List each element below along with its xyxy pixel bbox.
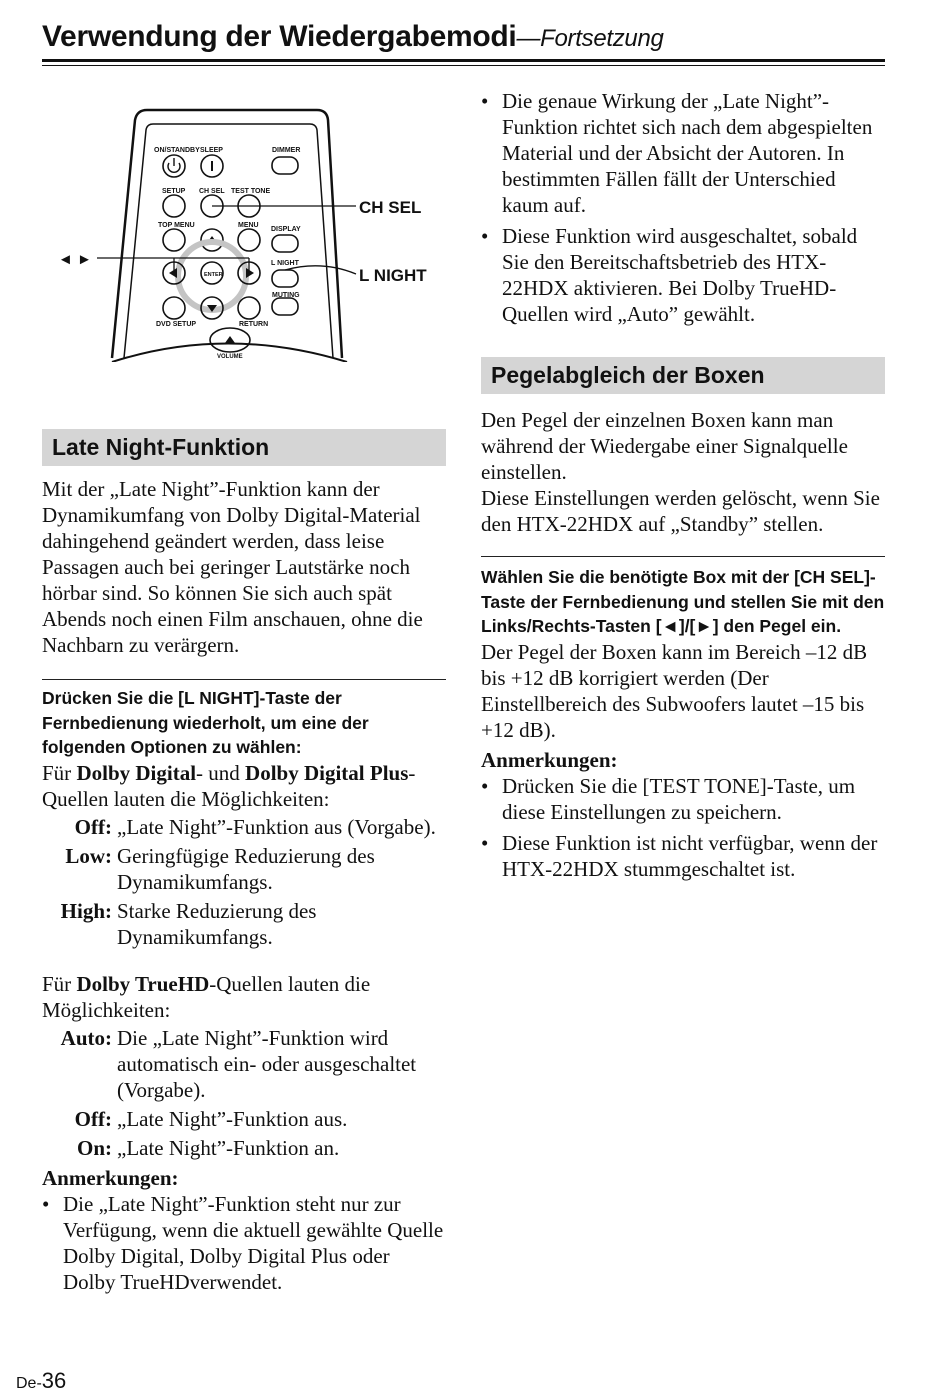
option-term: On: [76, 1135, 112, 1160]
option-row [42, 843, 446, 895]
bold-fragment: Dolby Digital Plus [245, 760, 409, 785]
page-title [42, 20, 664, 54]
divider [481, 556, 885, 557]
list-item: • Die „Late Night”-Funktion steht nur zur Verfügung, wenn die aktuell gewählte Quelle Dolby Digital, Dolby Digital Plus oder Dolby TrueHDverwendet. [42, 1191, 446, 1295]
late-night-continued-notes [481, 88, 885, 327]
option-row [42, 1025, 446, 1103]
dolby-truehd-intro [42, 971, 446, 1023]
dolby-digital-options [42, 814, 446, 950]
option-term: Off: [74, 814, 112, 839]
speaker-levels-instruction: Wählen Sie die benötigte Box mit der [CH SEL]-Taste der Fernbedienung und stellen Sie mit den Links/Rechts-Tasten [◄]/[►] den Pegel ein. [481, 567, 885, 636]
label-display: DISPLAY [271, 226, 301, 233]
late-night-instruction: Drücken Sie die [L NIGHT]-Taste der Fernbedienung wiederholt, um eine der folgenden Optionen zu wählen: [42, 688, 369, 757]
callout-ch-sel: CH SEL [359, 198, 422, 217]
label-enter: ENTER [204, 272, 223, 278]
text-fragment: - und [196, 760, 246, 785]
label-l-night: L NIGHT [271, 260, 299, 267]
header-rule-thick [42, 59, 885, 62]
label-test-tone: TEST TONE [231, 188, 271, 195]
label-top-menu: TOP MENU [158, 222, 195, 229]
speaker-levels-body: Der Pegel der Boxen kann im Bereich –12 dB bis +12 dB korrigiert werden (Der Einstellbereich des Subwoofers lautet –15 bis +12 dB). [481, 639, 868, 742]
option-desc: Die „Late Night”-Funktion wird automatisch ein- oder ausgeschaltet (Vorgabe). [117, 1025, 417, 1102]
dolby-truehd-options [42, 1025, 446, 1161]
option-desc: „Late Night”-Funktion aus (Vorgabe). [117, 814, 436, 839]
notes-heading: Anmerkungen: [481, 747, 618, 772]
option-desc: Starke Reduzierung des Dynamikumfangs. [117, 898, 317, 949]
list-item: • Die genaue Wirkung der „Late Night”-Funktion richtet sich nach dem abgespielten Material und der Absicht der Autoren. In bestimmten Fällen fällt der Unterschied kaum auf. [481, 88, 885, 218]
bold-fragment: Dolby Digital [76, 760, 197, 785]
notes-heading: Anmerkungen: [42, 1165, 179, 1190]
right-arrow-icon [246, 268, 254, 278]
remote-outline [112, 110, 342, 358]
page-title-continuation: —Fortsetzung [516, 25, 664, 52]
page-number-prefix: De- [16, 1375, 42, 1392]
callout-arrows: ◄ ► [58, 251, 92, 268]
label-volume: VOLUME [217, 354, 243, 360]
late-night-intro: Mit der „Late Night”-Funktion kann der Dynamikumfang von Dolby Digital-Material dahingehend geändert werden, dass leise Passagen auch bei geringer Lautstärke noch hörbar sind. So können Sie sich auch spät Abends noch einen Film anschauen, ohne die Nachbarn zu verärgern. [42, 477, 423, 657]
option-term: Low: [65, 843, 112, 868]
text-fragment: Für [42, 971, 77, 996]
label-on-standby: ON/STANDBY [154, 147, 200, 154]
list-item: • Diese Funktion ist nicht verfügbar, wenn der HTX-22HDX stummgeschaltet ist. [481, 830, 885, 882]
option-row [42, 1106, 446, 1132]
left-column [42, 429, 446, 1295]
label-return: RETURN [239, 321, 269, 328]
option-row [42, 898, 446, 950]
header-rule-thin [42, 65, 885, 66]
left-arrow-icon [169, 268, 177, 278]
option-desc: „Late Night”-Funktion aus. [117, 1106, 348, 1131]
label-ch-sel: CH SEL [199, 188, 225, 195]
right-column [481, 88, 885, 882]
list-item: • Drücken Sie die [TEST TONE]-Taste, um diese Einstellungen zu speichern. [481, 773, 885, 825]
option-desc: Geringfügige Reduzierung des Dynamikumfangs. [117, 843, 375, 894]
text-fragment: -Quellen lauten die Möglichkeiten: [42, 971, 371, 1022]
option-row [42, 814, 446, 840]
label-sleep: SLEEP [200, 147, 223, 154]
power-icon [168, 158, 180, 172]
option-desc: „Late Night”-Funktion an. [117, 1135, 340, 1160]
speaker-levels-intro-2: Diese Einstellungen werden gelöscht, wenn Sie den HTX-22HDX auf „Standby” stellen. [481, 486, 880, 536]
page-title-text: Verwendung der Wiedergabemodi [42, 20, 517, 53]
option-term: Off: [74, 1106, 112, 1131]
option-row [42, 1135, 446, 1161]
speaker-levels-intro-1: Den Pegel der einzelnen Boxen kann man während der Wiedergabe einer Signalquelle einstellen. [481, 408, 848, 484]
page-number [16, 1368, 66, 1394]
dolby-digital-intro [42, 760, 446, 812]
bold-fragment: Dolby TrueHD [76, 971, 210, 996]
remote-control-illustration [52, 100, 452, 362]
text-fragment: Für [42, 760, 77, 785]
speaker-levels-notes [481, 773, 885, 882]
section-heading-late-night: Late Night-Funktion [42, 429, 446, 466]
label-setup: SETUP [162, 188, 186, 195]
page-number-value: 36 [41, 1368, 67, 1393]
label-menu: MENU [238, 222, 259, 229]
late-night-notes [42, 1191, 446, 1295]
section-heading-speaker-levels: Pegelabgleich der Boxen [481, 357, 885, 394]
divider [42, 679, 446, 680]
text-fragment: -Quellen lauten die Möglichkeiten: [42, 760, 416, 811]
label-dimmer: DIMMER [272, 147, 301, 154]
label-dvd-setup: DVD SETUP [156, 321, 197, 328]
label-muting: MUTING [272, 292, 300, 299]
option-term: High: [60, 898, 112, 923]
option-term: Auto: [60, 1025, 112, 1050]
callout-l-night: L NIGHT [359, 266, 427, 285]
list-item: • Diese Funktion wird ausgeschaltet, sobald Sie den Bereitschaftsbetrieb des HTX-22HDX aktivieren. Bei Dolby TrueHD-Quellen wird „Auto” gewählt. [481, 223, 885, 327]
